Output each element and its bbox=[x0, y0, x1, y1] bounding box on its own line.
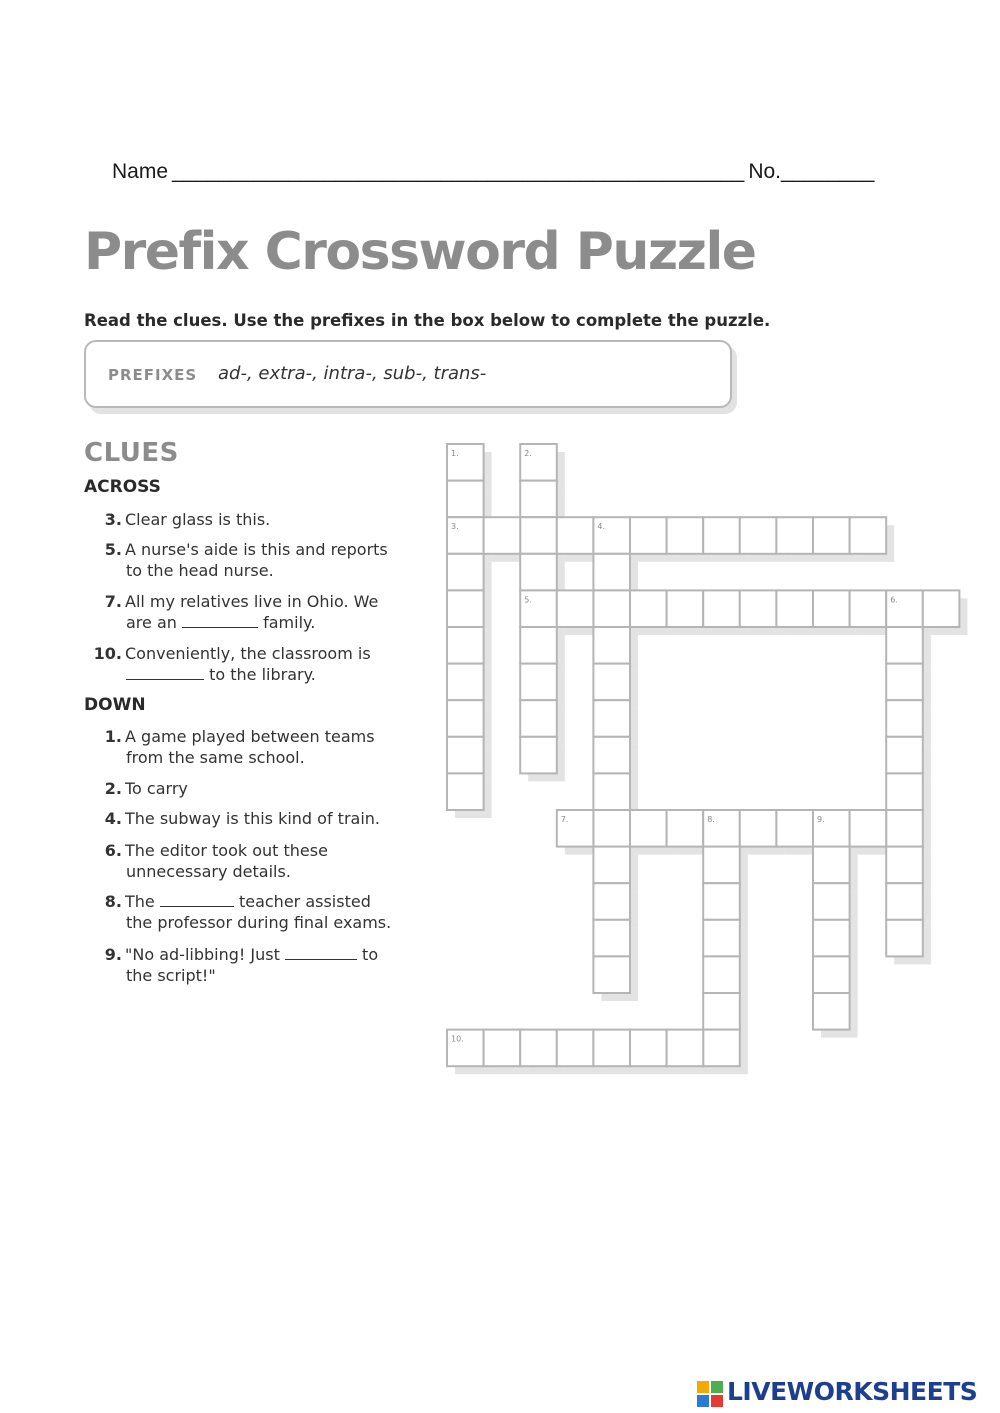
crossword-clue-number: 3. bbox=[451, 522, 459, 532]
clue-number: 9. bbox=[104, 945, 122, 964]
crossword-cell[interactable] bbox=[630, 517, 667, 554]
crossword-cell[interactable] bbox=[703, 956, 740, 993]
clue-number: 6. bbox=[104, 841, 122, 860]
crossword-cell[interactable] bbox=[447, 700, 484, 737]
crossword-cell[interactable] bbox=[447, 773, 484, 810]
crossword-cell[interactable] bbox=[447, 590, 484, 627]
name-label: Name bbox=[112, 160, 169, 183]
clue-number: 3. bbox=[104, 510, 122, 529]
name-blank[interactable]: _________________________________________________ bbox=[172, 160, 745, 183]
crossword-cell[interactable] bbox=[703, 920, 740, 957]
clue-text: A nurse's aide is this and reports bbox=[125, 540, 388, 559]
crossword-clue-number: 9. bbox=[817, 815, 825, 824]
instructions: Read the clues. Use the prefixes in the box below to complete the puzzle. bbox=[84, 311, 771, 330]
crossword-cell[interactable] bbox=[593, 664, 630, 701]
crossword-cell[interactable] bbox=[667, 810, 704, 847]
crossword-cell[interactable] bbox=[813, 847, 850, 884]
clue-text-cont: unnecessary details. bbox=[126, 862, 291, 881]
clue-text-after: to the library. bbox=[209, 665, 316, 684]
logo-text: LIVEWORKSHEETS bbox=[727, 1377, 978, 1406]
clue-number: 7. bbox=[104, 592, 122, 611]
clue-number: 4. bbox=[104, 809, 122, 828]
clue-text: Clear glass is this. bbox=[125, 510, 271, 529]
crossword-cell[interactable] bbox=[630, 1030, 667, 1067]
crossword-cell[interactable] bbox=[593, 627, 630, 664]
crossword-cell[interactable] bbox=[520, 737, 557, 774]
crossword-cell[interactable] bbox=[630, 810, 667, 847]
clue-text: The subway is this kind of train. bbox=[125, 809, 380, 828]
clue-text-cont: the script!" bbox=[126, 966, 216, 985]
crossword-cell[interactable] bbox=[813, 993, 850, 1030]
clue-text: All my relatives live in Ohio. We bbox=[125, 592, 379, 611]
down-heading: DOWN bbox=[84, 695, 146, 715]
crossword-cell[interactable] bbox=[593, 956, 630, 993]
crossword-cell[interactable] bbox=[593, 920, 630, 957]
crossword-cell[interactable] bbox=[520, 481, 557, 518]
crossword-cell[interactable] bbox=[886, 737, 923, 774]
crossword-cell[interactable] bbox=[886, 700, 923, 737]
number-label[interactable]: No.________ bbox=[748, 160, 875, 183]
clue-number: 1. bbox=[104, 727, 122, 746]
crossword-cell[interactable] bbox=[484, 1030, 521, 1067]
clue-text-cont: the professor during final exams. bbox=[126, 913, 392, 932]
crossword-cell[interactable] bbox=[667, 517, 704, 554]
clue-text-after: teacher assisted bbox=[238, 892, 371, 911]
crossword-cell[interactable] bbox=[703, 883, 740, 920]
crossword-cell[interactable] bbox=[776, 810, 813, 847]
crossword-cell[interactable] bbox=[703, 847, 740, 884]
crossword-cell[interactable] bbox=[850, 590, 887, 627]
crossword-clue-number: 8. bbox=[707, 815, 715, 824]
crossword-cell[interactable] bbox=[703, 1030, 740, 1067]
crossword-cell[interactable] bbox=[593, 1030, 630, 1067]
crossword-cell[interactable] bbox=[557, 590, 594, 627]
crossword-cell[interactable] bbox=[520, 700, 557, 737]
crossword-cell[interactable] bbox=[667, 1030, 704, 1067]
crossword-cell[interactable] bbox=[813, 590, 850, 627]
across-heading: ACROSS bbox=[84, 477, 161, 497]
prefix-list: ad-, extra-, intra-, sub-, trans- bbox=[218, 363, 487, 384]
crossword-cell[interactable] bbox=[593, 590, 630, 627]
clue-number: 8. bbox=[104, 892, 122, 911]
crossword-cell[interactable] bbox=[776, 590, 813, 627]
clue-text-cont: to the head nurse. bbox=[126, 561, 274, 580]
crossword-clue-number: 6. bbox=[890, 595, 898, 605]
crossword-cell[interactable] bbox=[630, 590, 667, 627]
clue-text: To carry bbox=[125, 779, 188, 798]
crossword-cell[interactable] bbox=[813, 920, 850, 957]
crossword-cell[interactable] bbox=[447, 737, 484, 774]
crossword-cell[interactable] bbox=[886, 847, 923, 884]
clue-text-before: The bbox=[125, 892, 155, 911]
crossword-cell[interactable] bbox=[776, 517, 813, 554]
crossword-cell[interactable] bbox=[886, 627, 923, 664]
crossword-clue-number: 7. bbox=[560, 815, 569, 824]
crossword-cell[interactable] bbox=[447, 481, 484, 518]
crossword-cell[interactable] bbox=[703, 590, 740, 627]
crossword-cell[interactable] bbox=[703, 993, 740, 1030]
crossword-cell[interactable] bbox=[813, 956, 850, 993]
crossword-cell[interactable] bbox=[886, 883, 923, 920]
crossword-clue-number: 2. bbox=[524, 449, 532, 458]
clue-number: 5. bbox=[104, 540, 122, 559]
clue-text: A game played between teams bbox=[125, 727, 375, 746]
crossword-cell[interactable] bbox=[484, 517, 521, 554]
clue-text-before: are an bbox=[126, 613, 177, 632]
crossword-cell[interactable] bbox=[850, 810, 887, 847]
crossword-cell[interactable] bbox=[593, 773, 630, 810]
crossword-cell[interactable] bbox=[593, 737, 630, 774]
clue-text-after: to bbox=[362, 945, 379, 964]
clue-text-cont: from the same school. bbox=[126, 748, 305, 767]
clue-number: 10. bbox=[93, 644, 122, 663]
crossword-cell[interactable] bbox=[813, 883, 850, 920]
crossword-cell[interactable] bbox=[520, 1030, 557, 1067]
crossword-clue-number: 4. bbox=[597, 522, 606, 532]
crossword-cell[interactable] bbox=[923, 590, 960, 627]
crossword-cell[interactable] bbox=[557, 517, 594, 554]
crossword-cell[interactable] bbox=[740, 810, 777, 847]
crossword-cell[interactable] bbox=[557, 1030, 594, 1067]
clue-text: The editor took out these bbox=[125, 841, 328, 860]
crossword-clue-number: 1. bbox=[451, 449, 459, 458]
clue-text: Conveniently, the classroom is bbox=[125, 644, 371, 663]
crossword-cell[interactable] bbox=[520, 517, 557, 554]
crossword-cell[interactable] bbox=[520, 554, 557, 591]
clues-heading: CLUES bbox=[84, 438, 179, 468]
crossword-cell[interactable] bbox=[886, 920, 923, 957]
crossword-cell[interactable] bbox=[850, 517, 887, 554]
crossword-cell[interactable] bbox=[593, 810, 630, 847]
clue-number: 2. bbox=[104, 779, 122, 798]
crossword-cell[interactable] bbox=[703, 517, 740, 554]
crossword-cell[interactable] bbox=[667, 590, 704, 627]
crossword-cell[interactable] bbox=[593, 554, 630, 591]
crossword-cell[interactable] bbox=[740, 517, 777, 554]
crossword-cell[interactable] bbox=[886, 810, 923, 847]
crossword-cell[interactable] bbox=[886, 664, 923, 701]
crossword-cell[interactable] bbox=[886, 773, 923, 810]
page-title: Prefix Crossword Puzzle bbox=[84, 222, 756, 282]
crossword-cell[interactable] bbox=[520, 627, 557, 664]
crossword-cell[interactable] bbox=[447, 664, 484, 701]
prefix-box-label: PREFIXES bbox=[108, 366, 198, 384]
crossword-cell[interactable] bbox=[593, 883, 630, 920]
crossword-cell[interactable] bbox=[447, 554, 484, 591]
clue-text-after: family. bbox=[263, 613, 316, 632]
clue-text-before: "No ad-libbing! Just bbox=[125, 945, 280, 964]
crossword-clue-number: 10. bbox=[451, 1034, 464, 1044]
crossword-cell[interactable] bbox=[447, 627, 484, 664]
crossword-cell[interactable] bbox=[593, 700, 630, 737]
crossword-clue-number: 5. bbox=[524, 595, 532, 605]
crossword-cell[interactable] bbox=[813, 517, 850, 554]
crossword-cell[interactable] bbox=[593, 847, 630, 884]
crossword-cell[interactable] bbox=[520, 664, 557, 701]
logo-icon bbox=[697, 1381, 725, 1409]
crossword-cell[interactable] bbox=[740, 590, 777, 627]
